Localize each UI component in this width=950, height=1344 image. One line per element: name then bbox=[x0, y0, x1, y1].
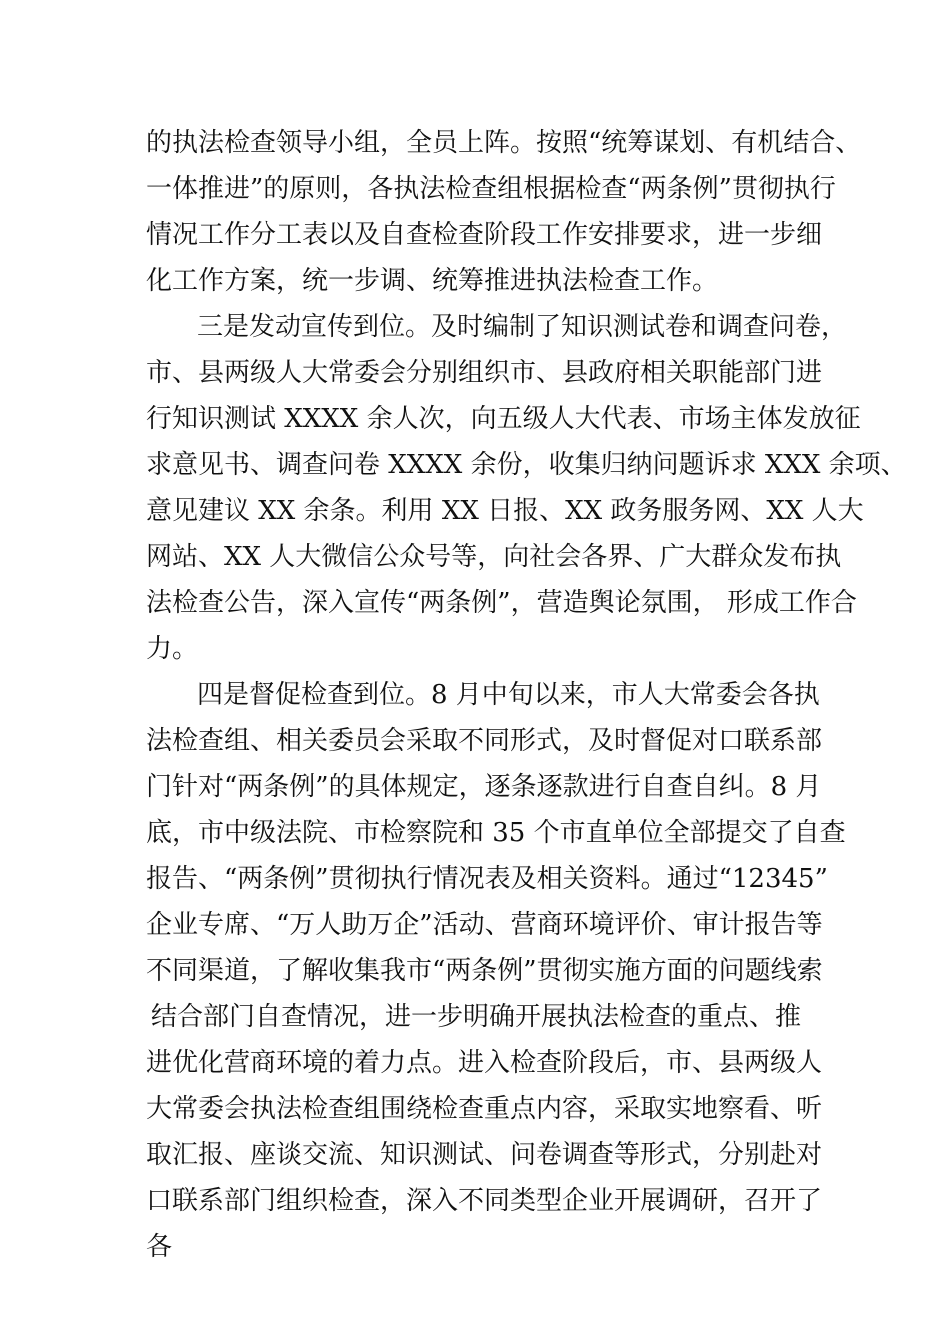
text-line: 行知识测试 XXXX 余人次，向五级人大代表、市场主体发放征 bbox=[146, 404, 861, 434]
paragraph-start-line: 三是发动宣传到位。及时编制了知识测试卷和调查问卷， bbox=[197, 312, 848, 342]
text-line: 各 bbox=[146, 1232, 173, 1262]
text-line: 求意见书、调查问卷 XXXX 余份，收集归纳问题诉求 XXX 余项、 bbox=[146, 450, 907, 480]
text-line: 力。 bbox=[146, 634, 199, 664]
text-line: 底，市中级法院、市检察院和 35 个市直单位全部提交了自查 bbox=[146, 818, 846, 848]
text-line: 大常委会执法检查组围绕检查重点内容，采取实地察看、听 bbox=[146, 1094, 823, 1124]
text-line: 门针对“两条例”的具体规定，逐条逐款进行自查自纠。8 月 bbox=[146, 772, 822, 802]
text-line: 取汇报、座谈交流、知识测试、问卷调查等形式，分别赴对 bbox=[146, 1140, 823, 1170]
text-line: 的执法检查领导小组，全员上阵。按照“统筹谋划、有机结合、 bbox=[146, 128, 862, 158]
text-line: 网站、XX 人大微信公众号等，向社会各界、广大群众发布执 bbox=[146, 542, 842, 572]
text-line: 企业专席、“万人助万企”活动、营商环境评价、审计报告等 bbox=[146, 910, 823, 940]
text-line: 法检查公告，深入宣传“两条例”，营造舆论氛围， 形成工作合 bbox=[146, 588, 857, 618]
text-line: 化工作方案，统一步调、统筹推进执法检查工作。 bbox=[146, 266, 719, 296]
text-line: 口联系部门组织检查，深入不同类型企业开展调研，召开了 bbox=[146, 1186, 823, 1216]
text-line: 法检查组、相关委员会采取不同形式，及时督促对口联系部 bbox=[146, 726, 823, 756]
text-line: 一体推进”的原则，各执法检查组根据检查“两条例”贯彻执行 bbox=[146, 174, 836, 204]
text-line: 结合部门自查情况，进一步明确开展执法检查的重点、推 bbox=[151, 1002, 802, 1032]
paragraph-start-line: 四是督促检查到位。8 月中旬以来，市人大常委会各执 bbox=[197, 680, 820, 710]
text-line: 报告、“两条例”贯彻执行情况表及相关资料。通过“12345” bbox=[146, 864, 828, 894]
text-line: 市、县两级人大常委会分别组织市、县政府相关职能部门进 bbox=[146, 358, 823, 388]
text-line: 进优化营商环境的着力点。进入检查阶段后，市、县两级人 bbox=[146, 1048, 823, 1078]
text-line: 情况工作分工表以及自查检查阶段工作安排要求，进一步细 bbox=[146, 220, 823, 250]
text-line: 意见建议 XX 余条。利用 XX 日报、XX 政务服务网、XX 人大 bbox=[146, 496, 864, 526]
text-line: 不同渠道，了解收集我市“两条例”贯彻实施方面的问题线索 bbox=[146, 956, 823, 986]
